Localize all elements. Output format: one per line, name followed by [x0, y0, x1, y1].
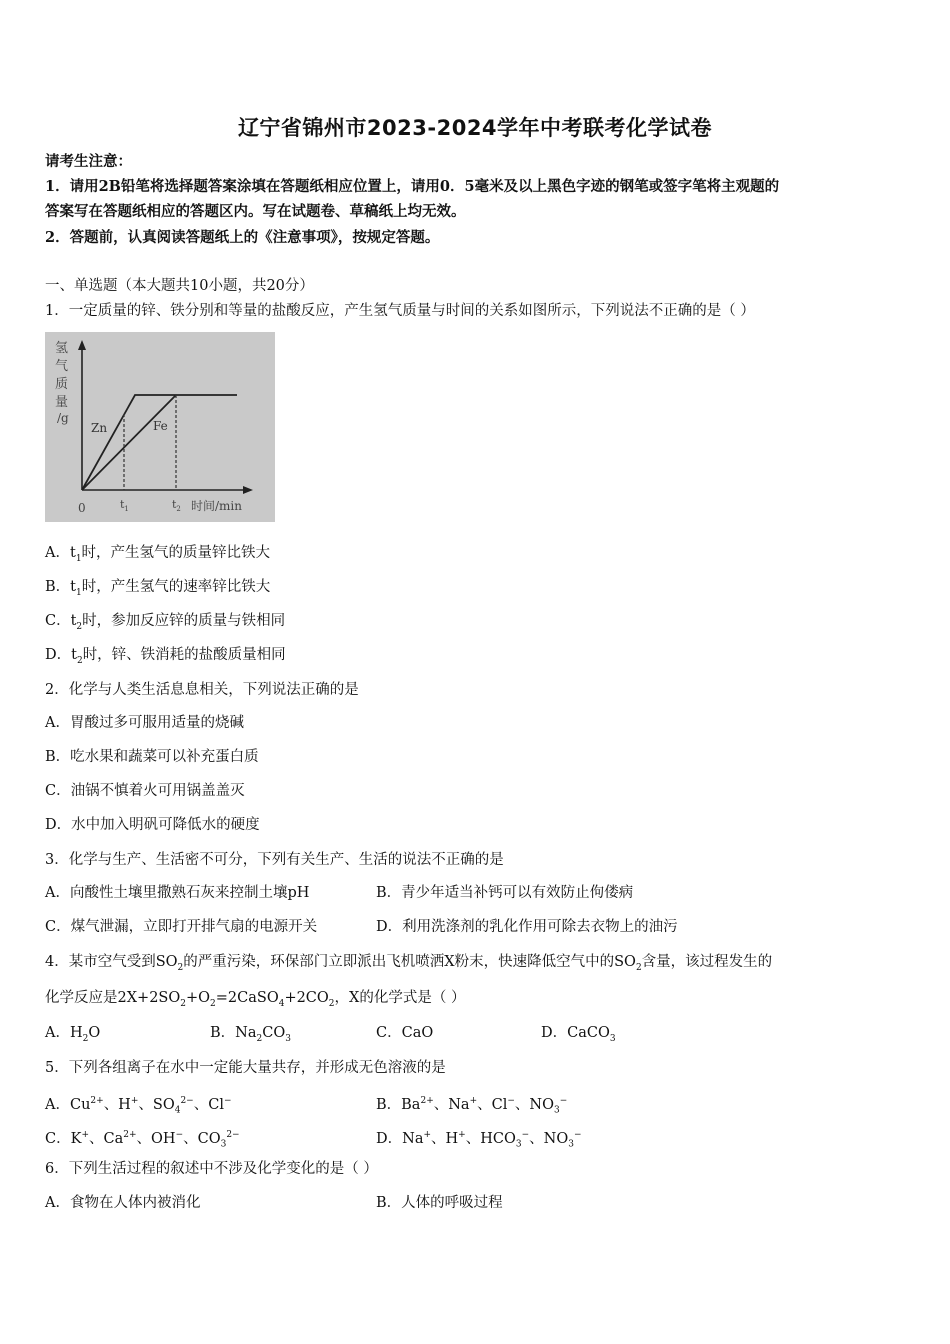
section-heading: 一、单选题（本大题共10小题，共20分） [45, 278, 314, 294]
question-2-option-d: D．水中加入明矾可降低水的硬度 [45, 817, 260, 833]
notice-item-1-line-2: 答案写在答题纸相应的答题区内。写在试题卷、草稿纸上均无效。 [45, 203, 466, 220]
question-3-stem: 3．化学与生产、生活密不可分，下列有关生产、生活的说法不正确的是 [45, 852, 504, 868]
origin-label: 0 [78, 501, 86, 515]
question-1-stem: 1．一定质量的锌、铁分别和等量的盐酸反应，产生氢气质量与时间的关系如图所示，下列说法不正确的是（ ） [45, 303, 755, 319]
question-2-stem: 2．化学与人类生活息息相关，下列说法正确的是 [45, 682, 359, 698]
question-1-option-a: A．$t_1$时，产生氢气的质量锌比铁大 [45, 545, 271, 564]
question-2-option-c: C．油锅不慎着火可用锅盖盖灭 [45, 783, 245, 799]
zn-label: Zn [91, 421, 108, 435]
y-label-char: 量 [55, 395, 69, 410]
fe-curve [82, 395, 176, 490]
question-1-figure [45, 332, 275, 522]
question-5-option-c: C．K+、$Ca^{2+}$、OH−、$CO_3^{2-}$ [45, 1130, 240, 1150]
question-2-option-b: B．吃水果和蔬菜可以补充蛋白质 [45, 749, 259, 765]
question-3-option-d: D．利用洗涤剂的乳化作用可除去衣物上的油污 [376, 919, 678, 935]
question-4-option-c: C．CaO [376, 1025, 434, 1041]
page-title: 辽宁省锦州市2023-2024学年中考联考化学试卷 [237, 116, 713, 140]
question-6-stem: 6．下列生活过程的叙述中不涉及化学变化的是（ ） [45, 1161, 378, 1177]
t2-label: $t_2$ [172, 498, 181, 513]
question-5-option-d: D．Na+、H+、$HCO_3^-$、$NO_3^-$ [376, 1130, 582, 1150]
y-label-char: 质 [55, 377, 69, 392]
question-4-stem-line-2: 化学反应是$2X+2SO_2+O_2=2CaSO_4+2CO_2$，X的化学式是（ ） [45, 990, 466, 1009]
y-axis-arrow-icon [78, 340, 86, 350]
y-label-char: 气 [55, 359, 69, 374]
question-3-option-a: A．向酸性土壤里撒熟石灰来控制土壤pH [45, 885, 310, 901]
question-5-option-a: A．$Cu^{2+}$、H+、$SO_4^{2-}$、Cl− [45, 1096, 232, 1116]
question-5-stem: 5．下列各组离子在水中一定能大量共存，并形成无色溶液的是 [45, 1060, 446, 1076]
notice-item-2: 2．答题前，认真阅读答题纸上的《注意事项》，按规定答题。 [45, 229, 440, 246]
fe-label: Fe [153, 419, 168, 433]
question-3-option-c: C．煤气泄漏，立即打开排气扇的电源开关 [45, 919, 318, 935]
y-label-unit: /g [57, 411, 69, 425]
question-6-option-b: B．人体的呼吸过程 [376, 1195, 503, 1211]
question-1-option-d: D．$t_2$时，锌、铁消耗的盐酸质量相同 [45, 647, 286, 666]
question-6-option-a: A．食物在人体内被消化 [45, 1195, 201, 1211]
question-5-option-b: B．$Ba^{2+}$、Na+、Cl−、$NO_3^-$ [376, 1096, 568, 1116]
question-3-option-b: B．青少年适当补钙可以有效防止佝偻病 [376, 885, 634, 901]
zn-curve [82, 395, 237, 490]
y-label-char: 氢 [55, 341, 69, 356]
question-1-option-c: C．$t_2$时，参加反应锌的质量与铁相同 [45, 613, 286, 632]
x-axis-label: 时间/min [191, 499, 242, 513]
t1-label: $t_1$ [120, 498, 129, 513]
question-1-option-b: B．$t_1$时，产生氢气的速率锌比铁大 [45, 579, 271, 598]
question-4-option-b: B．$Na_2CO_3$ [210, 1025, 291, 1044]
question-2-option-a: A．胃酸过多可服用适量的烧碱 [45, 715, 244, 731]
question-4-option-a: A．$H_2O$ [45, 1025, 101, 1044]
question-4-stem-line-1: 4．某市空气受到$SO_2$的严重污染，环保部门立即派出飞机喷洒X粉末，快速降低空气中的$SO_2$含量，该过程发生的 [45, 954, 773, 973]
question-4-option-d: D．CaCO$_3$ [541, 1025, 616, 1044]
notice-heading: 请考生注意： [45, 153, 132, 170]
notice-item-1-line-1: 1．请用2B铅笔将选择题答案涂填在答题纸相应位置上，请用0．5毫米及以上黑色字迹的钢笔或签字笔将主观题的 [45, 178, 780, 195]
hydrogen-time-graph [45, 332, 275, 522]
x-axis-arrow-icon [243, 486, 253, 494]
